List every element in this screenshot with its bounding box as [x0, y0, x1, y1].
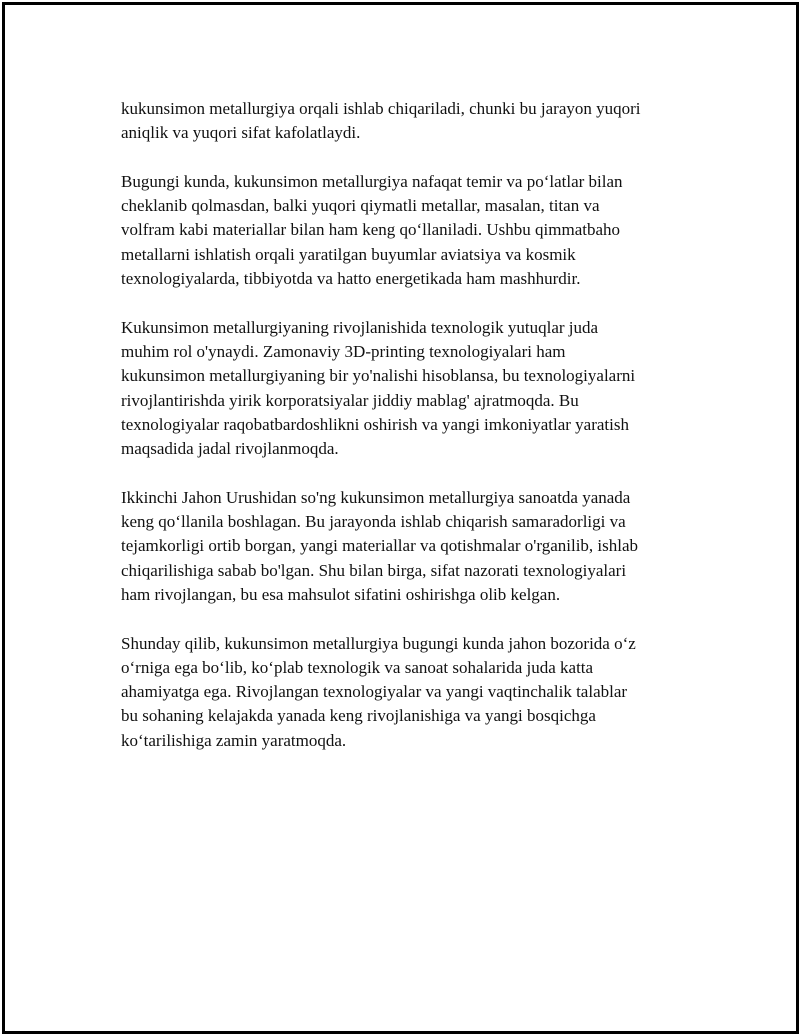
paragraph-4: Ikkinchi Jahon Urushidan so'ng kukunsimon metallurgiya sanoatda yanada keng qoʻllanila boshlagan. Bu jarayonda ishlab chiqarish samaradorligi va tejamkorligi ortib borgan, yangi materiallar va qotishmalar o'rganilib, ishlab chiqarilishiga sabab bo'lgan. Shu bilan birga, sifat nazorati texnologiyalari ham rivojlangan, bu esa mahsulot sifatini oshirishga olib kelgan. [121, 487, 639, 604]
paragraph-3: Kukunsimon metallurgiyaning rivojlanishida texnologik yutuqlar juda muhim rol o'ynaydi. Zamonaviy 3D-printing texnologiyalari ham kukunsimon metallurgiyaning bir yo'nalishi hisoblansa, bu texnologiyalarni rivojlantirishda yirik korporatsiyalar jiddiy mablag' ajratmoqda. Bu texnologiyalar raqobatbardoshlikni oshirish va yangi imkoniyatlar yaratish maqsadida jadal rivojlanmoqda. [121, 317, 636, 459]
paragraph-1: kukunsimon metallurgiya orqali ishlab chiqariladi, chunki bu jarayon yuqori aniqlik va yuqori sifat kafolatlaydi. [121, 99, 641, 143]
paragraph-5: Shunday qilib, kukunsimon metallurgiya bugungi kunda jahon bozorida oʻz oʻrniga ega boʻlib, koʻplab texnologik va sanoat sohalarida juda katta ahamiyatga ega. Rivojlangan texnologiyalar va yangi vaqtinchalik talablar bu sohaning kelajakda yanada keng rivojlanishiga va yangi bosqichga koʻtarilishiga zamin yaratmoqda. [121, 633, 636, 750]
paragraph-2: Bugungi kunda, kukunsimon metallurgiya nafaqat temir va poʻlatlar bilan cheklanib qolmasdan, balki yuqori qiymatli metallar, masalan, titan va volfram kabi materiallar bilan ham keng qoʻllaniladi. Ushbu qimmatbaho metallarni ishlatish orqali yaratilgan buyumlar aviatsiya va kosmik texnologiyalarda, tibbiyotda va hatto energetikada ham mashhurdir. [121, 171, 623, 289]
document-body [121, 97, 701, 777]
page-border [2, 2, 799, 1034]
